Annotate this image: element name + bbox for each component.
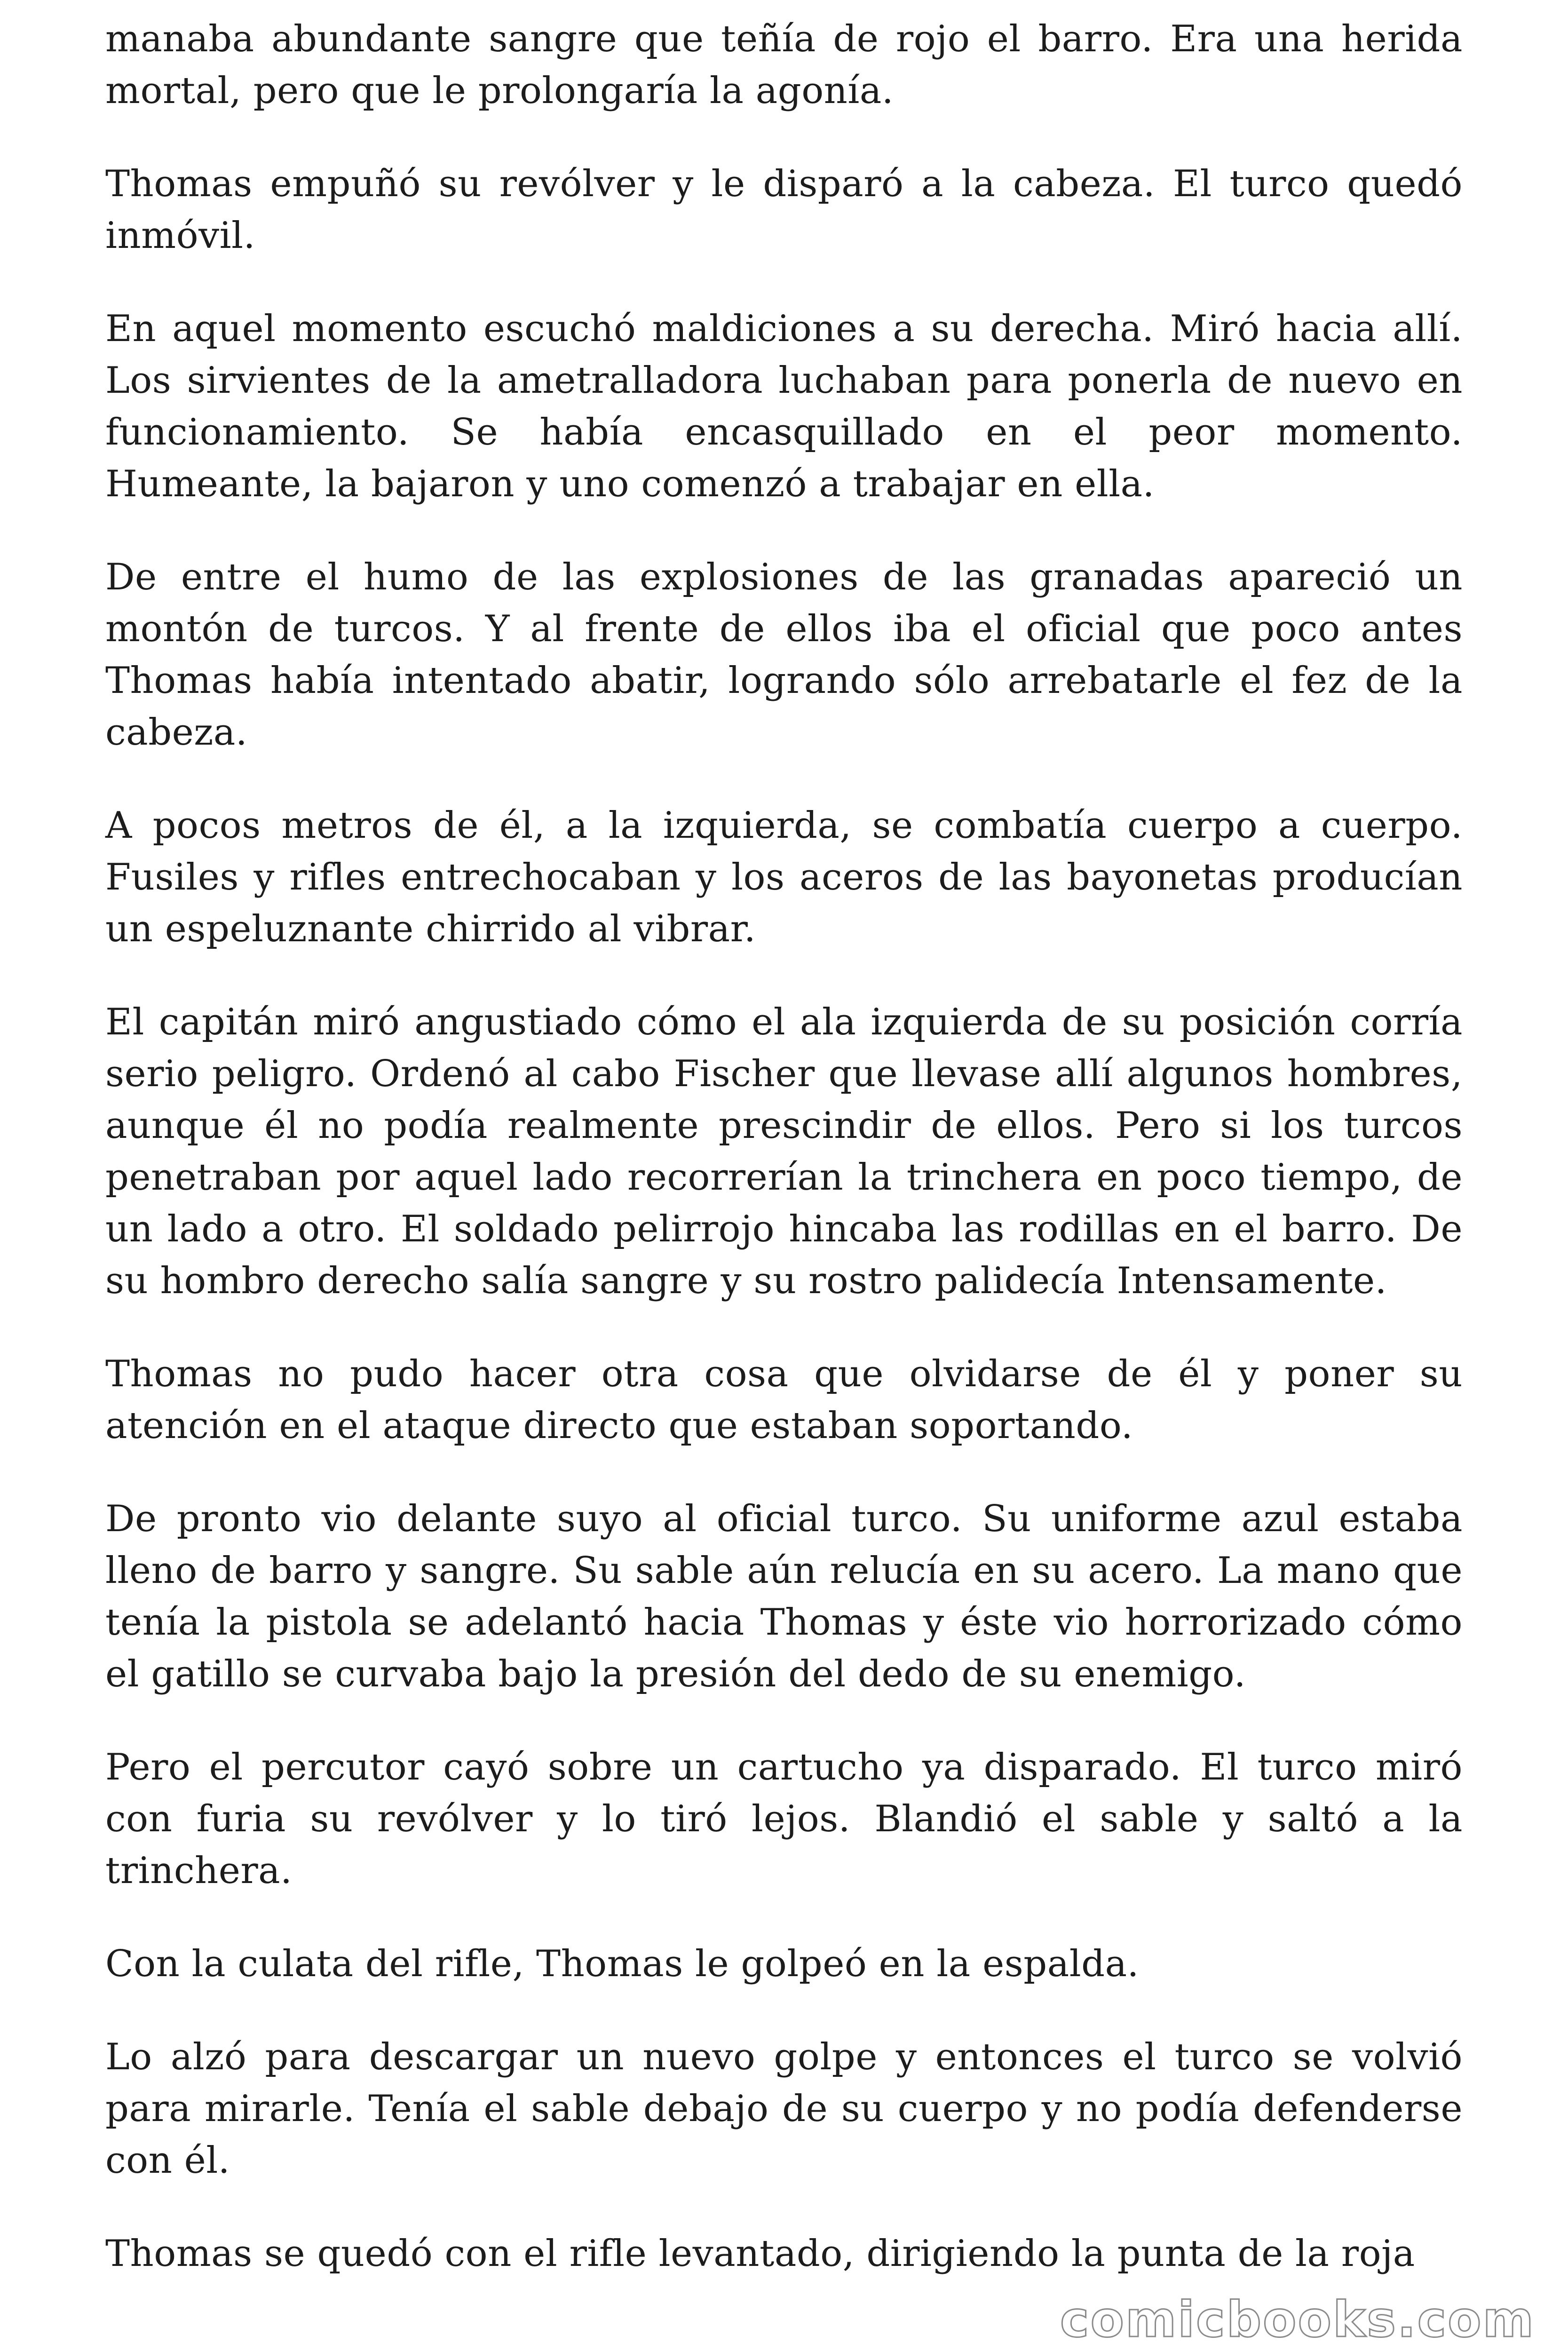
watermark: comicbooks.com — [1060, 2291, 1535, 2348]
paragraph: Con la culata del rifle, Thomas le golpeó en la espalda. — [105, 1943, 1139, 1985]
paragraph: A pocos metros de él, a la izquierda, se combatía cuerpo a cuerpo. Fusiles y rifles entrechocaban y los aceros de las bayonetas producían un espeluznante chirrido al vibrar. — [105, 804, 1463, 950]
paragraph: De pronto vio delante suyo al oficial turco. Su uniforme azul estaba lleno de barro y sangre. Su sable aún relucía en su acero. La mano que tenía la pistola se adelantó hacia Thomas y éste vio horrorizado cómo el gatillo se curvaba bajo la presión del dedo de su enemigo. — [105, 1498, 1463, 1695]
paragraph: Thomas empuñó su revólver y le disparó a la cabeza. El turco quedó inmóvil. — [105, 163, 1463, 257]
paragraph: El capitán miró angustiado cómo el ala izquierda de su posición corría serio peligro. Ordenó al cabo Fischer que llevase allí algunos hombres, aunque él no podía realmente prescindir de ellos. Pero si los turcos penetraban por aquel lado recorrerían la trinchera en poco tiempo, de un lado a otro. El soldado pelirrojo hincaba las rodillas en el barro. De su hombro derecho salía sangre y su rostro palidecía Intensamente. — [105, 1001, 1463, 1302]
paragraph: Pero el percutor cayó sobre un cartucho ya disparado. El turco miró con furia su revólver y lo tiró lejos. Blandió el sable y saltó a la trinchera. — [105, 1746, 1463, 1892]
paragraph: De entre el humo de las explosiones de las granadas apareció un montón de turcos. Y al frente de ellos iba el oficial que poco antes Thomas había intentado abatir, logrando sólo arrebatarle el fez de la cabeza. — [105, 556, 1463, 754]
page-text — [105, 13, 1463, 2280]
paragraph: Thomas no pudo hacer otra cosa que olvidarse de él y poner su atención en el ataque directo que estaban soportando. — [105, 1353, 1463, 1447]
paragraph: En aquel momento escuchó maldiciones a su derecha. Miró hacia allí. Los sirvientes de la ametralladora luchaban para ponerla de nuevo en funcionamiento. Se había encasquillado en el peor momento. Humeante, la bajaron y uno comenzó a trabajar en ella. — [105, 308, 1463, 505]
paragraph: Lo alzó para descargar un nuevo golpe y entonces el turco se volvió para mirarle. Tenía el sable debajo de su cuerpo y no podía defenderse con él. — [105, 2036, 1463, 2182]
paragraph-last-line: Thomas se quedó con el rifle levantado, dirigiendo la punta de la roja — [105, 2233, 1415, 2275]
paragraph: manaba abundante sangre que teñía de rojo el barro. Era una herida mortal, pero que le prolongaría la agonía. — [105, 18, 1463, 112]
